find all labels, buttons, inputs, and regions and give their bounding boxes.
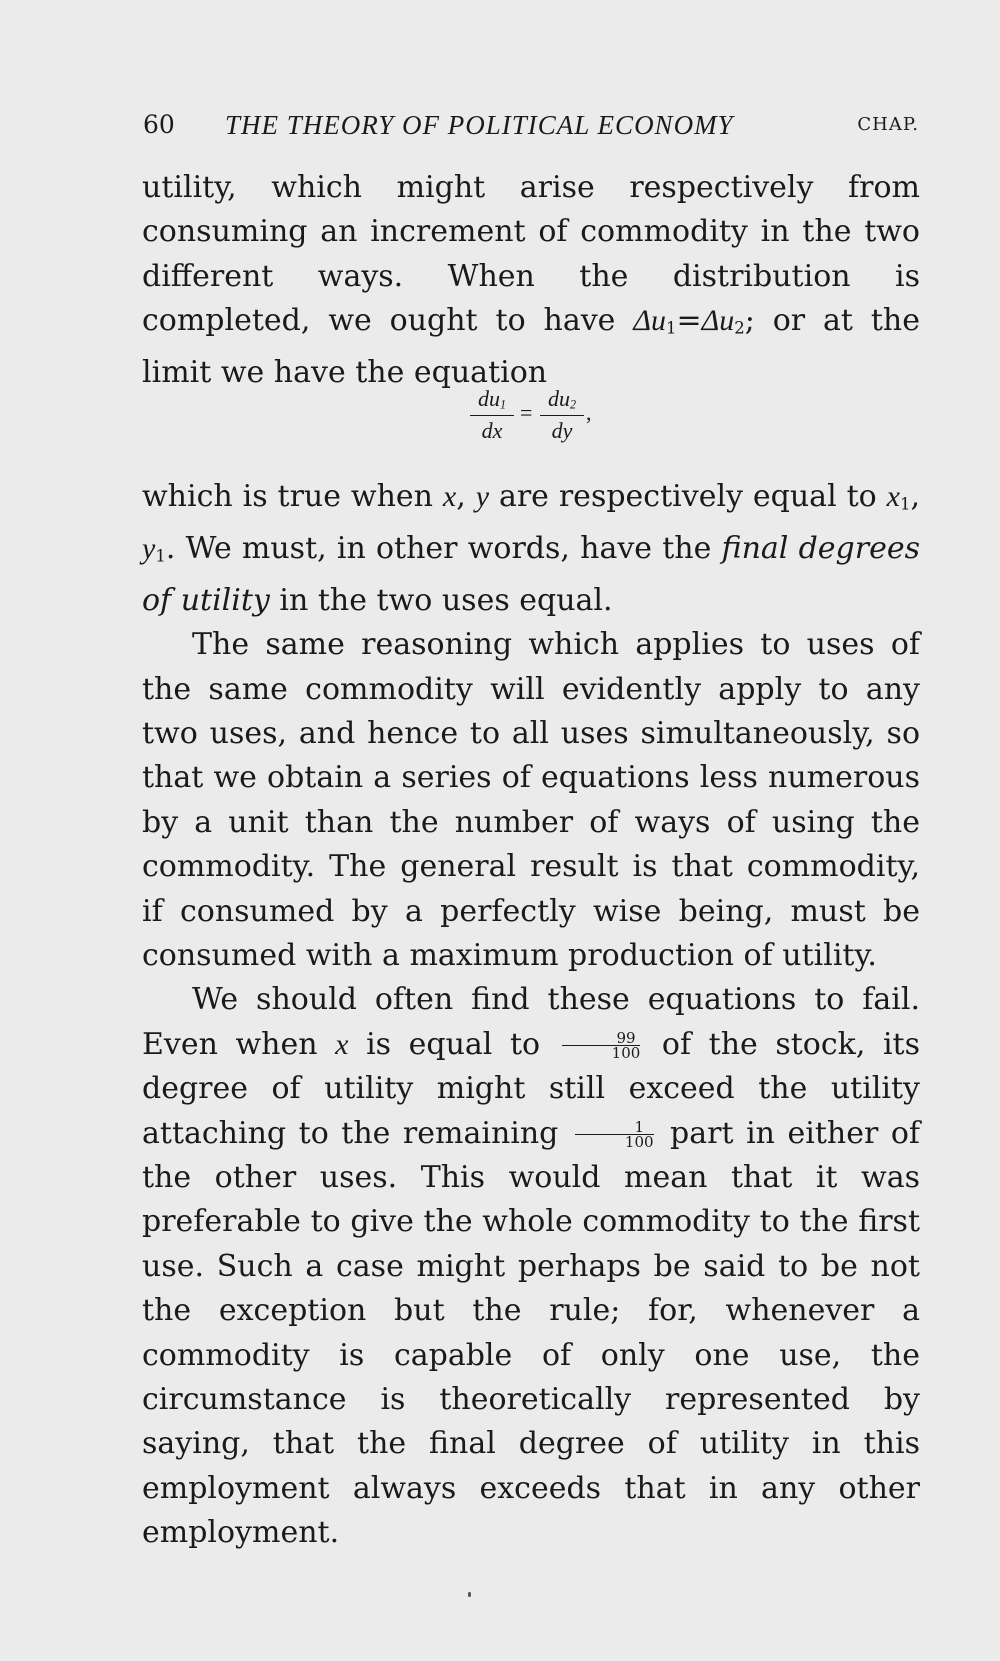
paper-speck	[468, 1592, 471, 1597]
fraction-99-100-numerator: 99	[562, 1031, 641, 1046]
delta-u1: Δu	[633, 304, 666, 338]
fraction-du1-dx	[470, 386, 514, 444]
var-y1-subscript: 1	[155, 546, 166, 566]
fraction-99-100	[562, 1029, 641, 1063]
paragraph-2-text-a: which is true when	[142, 479, 443, 515]
fraction-dx-denominator: dx	[481, 418, 503, 444]
var-y1: y	[142, 532, 156, 566]
body-text	[142, 166, 920, 1556]
fraction-99-100-denominator: 100	[611, 1044, 641, 1063]
formula-equals: =	[520, 400, 533, 425]
paragraph-2-text-c: . We must, in other words, have the	[165, 531, 722, 567]
paragraph-4-text-b: is equal to	[348, 1026, 558, 1062]
equals-sign: =	[676, 303, 702, 339]
delta-u1-subscript: 1	[665, 318, 677, 338]
running-head	[143, 106, 919, 146]
paragraph-4-text-a: We should often find these equations to fail. Even when	[142, 982, 920, 1062]
fraction-1-100-denominator: 100	[624, 1133, 654, 1152]
paragraph-4-text-d: part in either of the other uses. This would mean that it was preferable to give the whole commodity to the first use. Such a case might perhaps be said to be not the exception but the rule; for, whenever a commodity is capable of only one use, the circumstance is theoretically represented by saying, that the final degree of utility in this employment always exceeds that in any other employment.	[142, 1115, 920, 1551]
paragraph-2	[142, 475, 920, 623]
var-y: y	[475, 480, 490, 514]
page-number: 60	[143, 110, 175, 139]
emphasis-final-degrees: final degrees of utility	[142, 531, 920, 618]
display-equation	[470, 386, 670, 456]
chapter-label: CHAP.	[857, 114, 919, 135]
paragraph-3: The same reasoning which applies to uses of the same commodity will evidently apply to any two uses, and hence to all uses simultaneously, so that we obtain a series of equations less numerous by a unit than the number of ways of using the commodity. The general result is that commodity, if consumed by a perfectly wise being, must be consumed with a maximum production of utility.	[142, 627, 920, 973]
delta-u2: Δu	[701, 304, 735, 338]
fraction-du2-dy	[540, 386, 584, 444]
paragraph-1	[142, 166, 920, 395]
du1-text: du	[477, 386, 500, 411]
var-x-2: x	[335, 1027, 349, 1061]
fraction-dy-denominator: dy	[551, 418, 573, 444]
paragraph-4-text-c: of the stock, its degree of utility might still exceed the utility attaching to the remaining	[142, 1026, 920, 1151]
delta-u2-subscript: 2	[734, 318, 745, 338]
fraction-du2-numerator	[540, 386, 584, 416]
comma-2: ,	[910, 479, 920, 515]
var-x1: x	[886, 480, 900, 514]
paragraph-1-text-b: ; or at the limit we have the equation	[142, 303, 920, 390]
comma: ,	[456, 479, 476, 515]
paragraph-4	[142, 978, 920, 1555]
paragraph-1-text-a: utility, which might arise respectively from consuming an increment of commodity in the two different ways. When the distribution is completed, we ought to have	[142, 170, 920, 339]
paragraph-2-text-d: in the two uses equal.	[269, 582, 613, 618]
paragraph-2-text-b: are respectively equal to	[489, 479, 887, 515]
formula-comma: ,	[586, 400, 592, 425]
var-x1-subscript: 1	[899, 494, 911, 514]
running-title: THE THEORY OF POLITICAL ECONOMY	[225, 110, 734, 140]
du1-subscript: 1	[499, 397, 507, 412]
var-x: x	[442, 480, 457, 514]
du2-text: du	[547, 386, 570, 411]
fraction-1-100-numerator: 1	[575, 1120, 654, 1135]
du2-subscript: 2	[569, 397, 577, 412]
fraction-1-100	[575, 1118, 654, 1152]
fraction-du1-numerator	[470, 386, 514, 416]
